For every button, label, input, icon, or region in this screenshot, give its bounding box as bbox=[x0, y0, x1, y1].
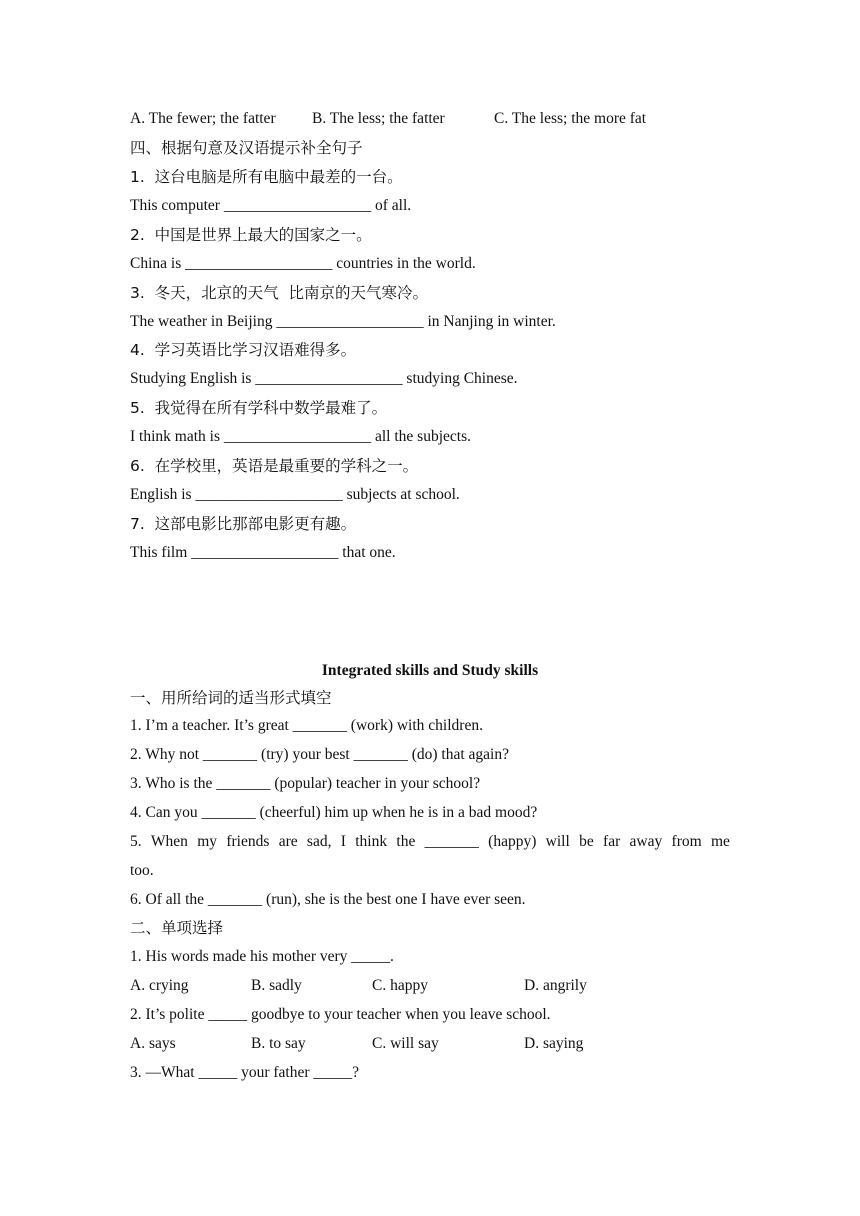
prompt-cn: 3. 冬天，北京的天气 比南京的天气寒冷。 bbox=[130, 284, 428, 302]
fill-item-justified bbox=[130, 832, 730, 852]
sentence-en: China is ___________________ countries in the world. bbox=[130, 255, 476, 272]
prompt-cn: 5. 我觉得在所有学科中数学最难了。 bbox=[130, 399, 388, 417]
prompt-cn: 1. 这台电脑是所有电脑中最差的一台。 bbox=[130, 168, 403, 186]
prompt-cn: 7. 这部电影比那部电影更有趣。 bbox=[130, 515, 357, 533]
fill-item: 1. I’m a teacher. It’s great _______ (work) with children. bbox=[130, 717, 483, 734]
choice-d: D. saying bbox=[524, 1035, 584, 1052]
word: me bbox=[710, 833, 730, 850]
question-stem: 3. —What _____ your father _____? bbox=[130, 1064, 359, 1081]
sentence-en: I think math is ___________________ all the subjects. bbox=[130, 428, 471, 445]
option-b: B. The less; the fatter bbox=[312, 110, 445, 127]
word: _______ bbox=[424, 833, 479, 850]
choice-b: B. sadly bbox=[251, 977, 302, 994]
word: my bbox=[197, 833, 218, 850]
choice-b: B. to say bbox=[251, 1035, 306, 1052]
choice-a: A. crying bbox=[130, 977, 189, 994]
prompt-cn: 6. 在学校里，英语是最重要的学科之一。 bbox=[130, 457, 419, 475]
word: sad, bbox=[306, 833, 332, 850]
choice-a: A. says bbox=[130, 1035, 176, 1052]
choice-c: C. will say bbox=[372, 1035, 439, 1052]
choice-c: C. happy bbox=[372, 977, 428, 994]
word: away bbox=[629, 833, 663, 850]
sentence-en: The weather in Beijing ___________________ in Nanjing in winter. bbox=[130, 313, 556, 330]
prompt-cn: 2. 中国是世界上最大的国家之一。 bbox=[130, 226, 372, 244]
section-title: 四、根据句意及汉语提示补全句子 bbox=[130, 139, 363, 157]
fill-item: 4. Can you _______ (cheerful) him up when he is in a bad mood? bbox=[130, 804, 538, 821]
fill-item: 6. Of all the _______ (run), she is the best one I have ever seen. bbox=[130, 891, 526, 908]
sentence-en: This computer ___________________ of all. bbox=[130, 197, 412, 214]
word: I bbox=[340, 833, 346, 850]
choice-d: D. angrily bbox=[524, 977, 587, 994]
fill-item-continued: too. bbox=[130, 862, 154, 879]
question-stem: 1. His words made his mother very _____. bbox=[130, 948, 394, 965]
word: think bbox=[355, 833, 388, 850]
prompt-cn: 4. 学习英语比学习汉语难得多。 bbox=[130, 341, 357, 359]
question-stem: 2. It’s polite _____ goodbye to your teacher when you leave school. bbox=[130, 1006, 551, 1023]
word: far bbox=[603, 833, 621, 850]
sentence-en: Studying English is ___________________ studying Chinese. bbox=[130, 370, 518, 387]
sentence-en: This film ___________________ that one. bbox=[130, 544, 396, 561]
option-a: A. The fewer; the fatter bbox=[130, 110, 276, 127]
word: from bbox=[671, 833, 702, 850]
word: When bbox=[150, 833, 188, 850]
word: will bbox=[545, 833, 570, 850]
word: the bbox=[396, 833, 416, 850]
fill-item: 3. Who is the _______ (popular) teacher in your school? bbox=[130, 775, 481, 792]
word: (happy) bbox=[488, 833, 537, 850]
word: are bbox=[278, 833, 298, 850]
part-title: 二、单项选择 bbox=[130, 919, 224, 937]
fill-item: 2. Why not _______ (try) your best _______ (do) that again? bbox=[130, 746, 509, 763]
option-c: C. The less; the more fat bbox=[494, 110, 647, 127]
part-title: 一、用所给词的适当形式填空 bbox=[130, 689, 332, 707]
word: friends bbox=[226, 833, 270, 850]
word: be bbox=[579, 833, 594, 850]
sentence-en: English is ___________________ subjects at school. bbox=[130, 486, 460, 503]
word: 5. bbox=[130, 833, 142, 850]
section-heading: Integrated skills and Study skills bbox=[321, 662, 539, 679]
